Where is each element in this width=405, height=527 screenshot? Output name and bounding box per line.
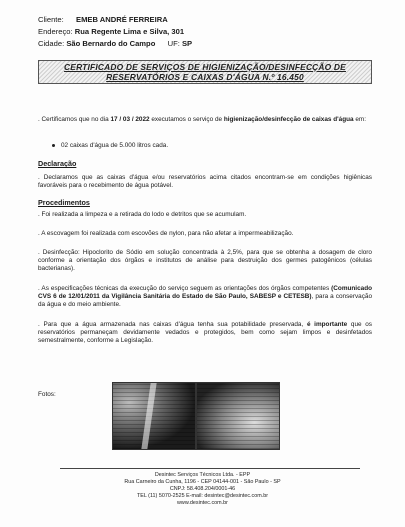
date-separator: / (119, 116, 122, 123)
service-bullet (52, 142, 168, 150)
service-name: higienização/desinfecção de caixas d'água (223, 116, 354, 123)
procedure-4 (38, 285, 372, 310)
bullet-text: 02 caixas d'água de 5.000 litros cada. (61, 142, 169, 149)
procedure-3: . Desinfecção: Hipoclorito de Sódio em solução concentrada à 2,5%, para que se obtenha a dosagem de cloro conforme a orientação dos órgãos e institutos de análise para destruição dos germes patogênicos (células bacterianas). (38, 249, 372, 273)
company-contact: TEL (11) 5070-2525 E-mail: desintec@desintec.com.br (136, 493, 268, 499)
procedure-5-emphasis: é importante (306, 321, 348, 328)
footer-divider (60, 468, 360, 469)
client-info (38, 14, 192, 50)
declaracao-heading: Declaração (38, 159, 77, 168)
company-address: Rua Carneiro da Cunha, 1196 - CEP 04144-001 - São Paulo - SP (124, 479, 281, 485)
city-label: Cidade: (38, 39, 65, 48)
city-row (38, 38, 192, 50)
client-label: Cliente: (38, 15, 64, 24)
procedure-4-text: , para a conservação da água e do meio ambiente. (38, 293, 372, 309)
procedure-4-reference: (Comunicado CVS 6 de 12/01/2011 da Vigilância Sanitária do Estado de São Paulo, SABESP e CETESB) (38, 285, 372, 301)
address-value: Rua Regente Lima e Silva, 301 (74, 27, 185, 36)
uf-value: SP (181, 39, 193, 48)
certificate-title-line2: RESERVATÓRIOS E CAIXAS D'ÁGUA N.º 16.450 (106, 72, 304, 82)
company-cnpj: CNPJ: 58.408.204/0001-46 (169, 486, 236, 492)
procedure-5-text: . Para que a água armazenada nas caixas d'água tenha sua potabilidade preservada, (38, 321, 304, 328)
company-site: www.desintec.com.br (177, 500, 228, 506)
procedure-4-text: . As especificações técnicas da execução do serviço seguem as orientações dos órgãos competentes (38, 285, 330, 292)
tank-photo-1 (112, 382, 196, 450)
company-footer (0, 472, 405, 507)
service-month: 03 (122, 116, 131, 123)
intro-text: em: (355, 116, 367, 123)
intro-paragraph (38, 116, 372, 124)
intro-text: . Certificamos que no dia (38, 116, 109, 123)
service-day: 17 (110, 116, 118, 123)
client-value: EMEB ANDRÉ FERREIRA (76, 15, 168, 24)
city-value: São Bernardo do Campo (66, 39, 156, 48)
tank-photo-2 (196, 382, 280, 450)
date-separator: / (131, 116, 134, 123)
procedure-5-text: que os reservatórios permaneçam devidamente vedados e protegidos, bem como sejam limpos e desinfetados semestralmente, conforme a Legislação. (38, 321, 372, 345)
procedimentos-heading: Procedimentos (38, 198, 90, 207)
intro-text: executamos o serviço de (151, 116, 223, 123)
declaracao-text: . Declaramos que as caixas d'água e/ou reservatórios acima citados encontram-se em condições higiênicas favoráveis para o recebimento de água potável. (38, 174, 372, 190)
bullet-dot-icon (52, 144, 55, 147)
service-year: 2022 (135, 116, 150, 123)
company-name: Desintec Serviços Técnicos Ltda. - EPP (154, 472, 251, 478)
procedure-2: . A escovagem foi realizada com escovões de nylon, para não afetar a impermeabilização. (38, 230, 294, 237)
address-row (38, 26, 192, 38)
procedure-1: . Foi realizada a limpeza e a retirada do lodo e detritos que se acumulam. (38, 211, 247, 218)
certificate-title-banner (38, 60, 372, 84)
address-label: Endereço: (38, 27, 73, 36)
uf-label: UF: (167, 39, 180, 48)
client-name-row (38, 14, 192, 26)
certificate-title-line1: CERTIFICADO DE SERVIÇOS DE HIGIENIZAÇÃO/DESINFECÇÃO DE (64, 62, 346, 72)
procedure-5 (38, 321, 372, 346)
photos-label: Fotos: (38, 391, 56, 398)
